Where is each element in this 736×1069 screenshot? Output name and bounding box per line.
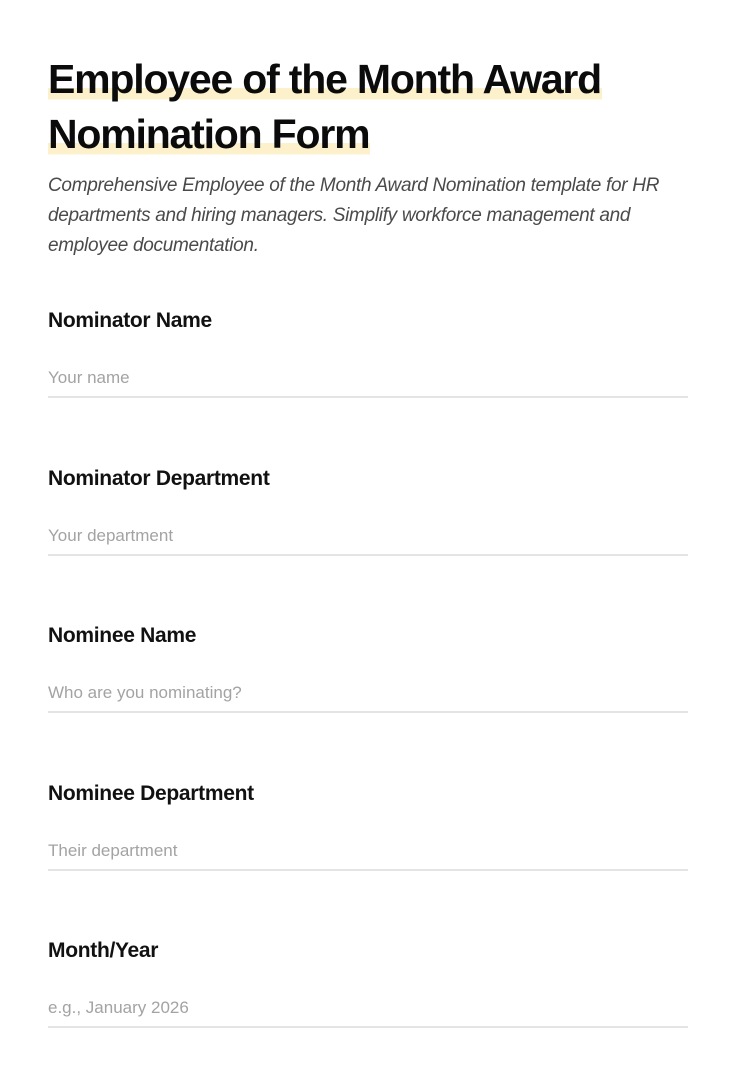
form-description: Comprehensive Employee of the Month Award Nomination template for HR departments and hiring managers. Simplify workforce management and employee documentation. bbox=[48, 175, 660, 256]
month-year-input[interactable] bbox=[48, 989, 688, 1028]
field-nominee-name bbox=[48, 624, 688, 754]
field-month-year bbox=[48, 939, 688, 1069]
nominee-name-input[interactable] bbox=[48, 674, 688, 713]
title-line-1: Employee of the Month Award bbox=[48, 56, 602, 102]
nominator-name-input[interactable] bbox=[48, 359, 688, 398]
field-label: Month/Year bbox=[48, 939, 159, 962]
nominator-department-input[interactable] bbox=[48, 517, 688, 556]
page-title bbox=[48, 52, 602, 162]
field-label: Nominator Name bbox=[48, 309, 212, 332]
field-label: Nominee Name bbox=[48, 624, 197, 647]
field-label: Nominator Department bbox=[48, 467, 270, 490]
field-label: Nominee Department bbox=[48, 782, 254, 805]
field-nominator-name bbox=[48, 309, 688, 439]
field-nominee-department bbox=[48, 782, 688, 912]
title-line-2: Nomination Form bbox=[48, 111, 370, 157]
nominee-department-input[interactable] bbox=[48, 832, 688, 871]
field-nominator-department bbox=[48, 467, 688, 597]
